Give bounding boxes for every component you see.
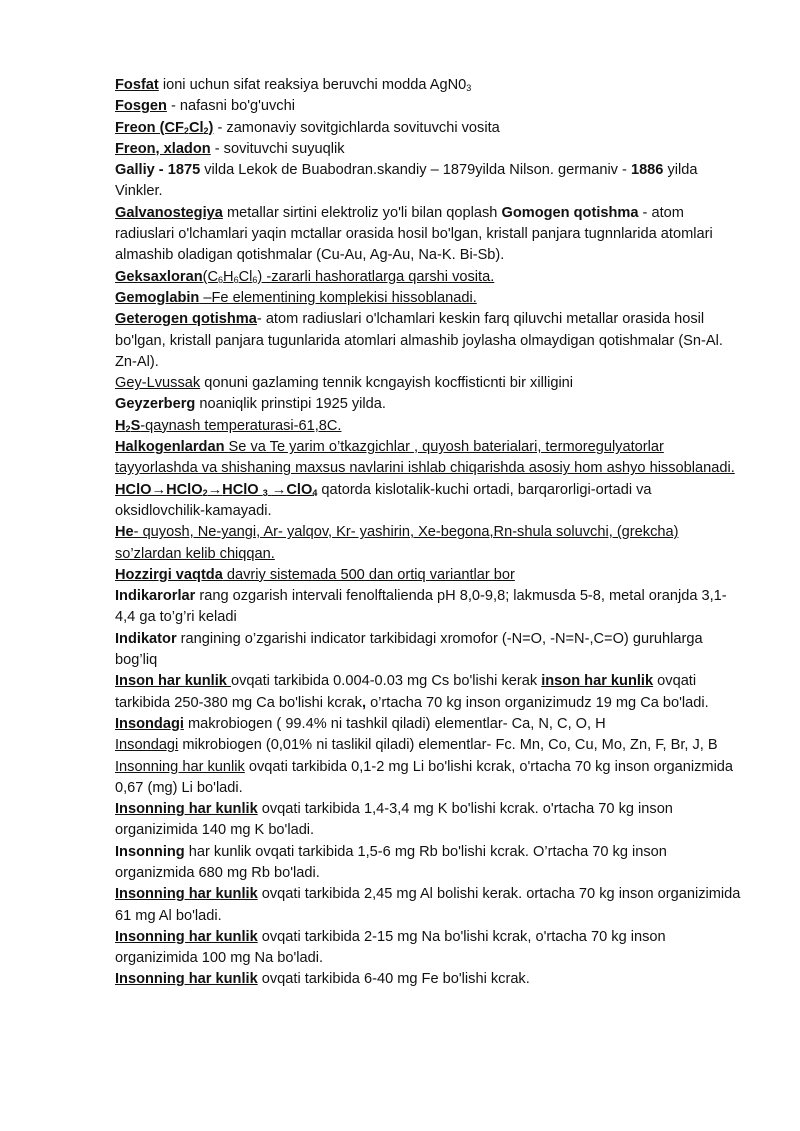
definition-text: - atom radiuslari o'lchamlari keskin farq qiluvchi metallar orasida hosil bo'lgan, kristall panjara tugunlarida atomlari almashib joylasha olmaydigan qotishmalar (Sn-Al. Zn-Al). xyxy=(115,311,723,370)
comma-bold: , xyxy=(361,694,367,711)
formula-part: Cl xyxy=(188,119,204,136)
term-halkogenlardan: Halkogenlardan xyxy=(115,439,225,456)
definition-text: noaniqlik prinstipi 1925 yilda. xyxy=(195,396,386,413)
term-indikarorlar: Indikarorlar xyxy=(115,588,196,605)
formula-part: HClO xyxy=(166,481,203,498)
arrow-right-icon: → xyxy=(151,481,167,498)
entry-geterogen xyxy=(115,309,745,373)
formula-part: HClO xyxy=(115,481,152,498)
definition-text: Se va Te yarim o’tkazgichlar , quyosh baterialari, termoregulyatorlar tayyorlashda va shishaning maxsus navlarini ishlab chiqarishda asosiy hom ashyo hissoblanadi. xyxy=(115,439,735,477)
formula-part: (C xyxy=(202,268,219,285)
subscript: 2 xyxy=(202,487,208,498)
definition-text: ovqati tarkibida 6-40 mg Fe bo'lishi kcrak. xyxy=(257,971,530,988)
entry-insondagi-makro xyxy=(115,714,745,735)
definition-text: ovqati tarkibida 1,4-3,4 mg K bo'lishi kcrak. o'rtacha 70 kg inson organizimida 140 mg K bo'ladi. xyxy=(115,801,673,839)
definition-text: ovqati tarkibida 250-380 mg Ca bo'lishi kcrak xyxy=(115,673,697,711)
term-h2s xyxy=(115,418,140,434)
entry-inson-fe xyxy=(115,969,745,990)
definition-text: –Fe elementining komplekisi hissoblanadi. xyxy=(199,289,477,306)
arrow-right-icon: → xyxy=(271,481,287,498)
entry-inson-k xyxy=(115,799,745,842)
definition-text: - nafasni bo'g'uvchi xyxy=(166,98,295,115)
definition-text: davriy sistemada 500 dan ortiq variantlar bor xyxy=(222,566,515,583)
entry-inson-rb xyxy=(115,842,745,885)
formula-part: Freon (CF xyxy=(115,119,184,136)
subscript: 2 xyxy=(125,423,131,434)
term-insonning-har-kunlik: Insonning har kunlik xyxy=(115,801,258,818)
term-insonning-har-kunlik: Insonning har kunlik xyxy=(115,886,258,903)
subscript: 6 xyxy=(252,274,258,285)
definition-text: ) -zararli hashoratlarga qarshi vosita. xyxy=(257,268,495,285)
entry-inson-na xyxy=(115,927,745,970)
subscript: 3 xyxy=(262,487,268,498)
term-freon-formula xyxy=(115,120,213,136)
term-galvanostegiya: Galvanostegiya xyxy=(115,204,223,221)
year-bold: 1886 xyxy=(630,162,664,179)
term-geksaxloran: Geksaxloran xyxy=(115,268,203,285)
term-insondagi: Insondagi xyxy=(115,715,184,732)
entry-freon-xladon xyxy=(115,139,745,160)
definition-text: rang ozgarish intervali fenolftalienda pH 8,0-9,8; lakmusda 5-8, metal oranjda 3,1-4,4 ga to’g’ri keladi xyxy=(115,588,727,626)
term-inson-har-kunlik-2: inson har kunlik xyxy=(541,673,654,690)
entry-fosgen xyxy=(115,96,745,117)
definition-text: - zamonaviy sovitgichlarda sovituvchi vosita xyxy=(213,119,500,136)
entry-geksaxloran xyxy=(115,267,745,288)
term-he: He xyxy=(115,524,134,541)
definition-text: - quyosh, Ne-yangi, Ar- yalqov, Kr- yashirin, Xe-begona,Rn-shula soluvchi, (grekcha) so’zlardan kelib chiqqan. xyxy=(115,524,679,562)
entry-galliy xyxy=(115,160,745,203)
term-insonning-har-kunlik: Insonning har kunlik xyxy=(115,758,245,775)
term-insonning-har-kunlik: Insonning har kunlik xyxy=(115,971,258,988)
formula-part: HClO xyxy=(222,481,263,498)
entry-geyzerberg xyxy=(115,394,745,415)
entry-hozzirgi xyxy=(115,565,745,586)
term-gomogen-qotishma: Gomogen qotishma xyxy=(501,204,639,221)
entry-halkogenlar xyxy=(115,437,745,480)
document-page xyxy=(115,75,745,991)
term-inson-har-kunlik: Inson har kunlik xyxy=(115,673,231,690)
entry-galvanostegiya xyxy=(115,203,745,267)
entry-hclo-series xyxy=(115,480,745,523)
entry-indikator xyxy=(115,629,745,672)
definition-text: ovqati tarkibida 2,45 mg Al bolishi kerak. ortacha 70 kg inson organizimida 61 mg Al bo'ladi. xyxy=(115,886,741,924)
subscript: 3 xyxy=(466,83,472,93)
term-hclo-series xyxy=(115,482,317,498)
definition-text: ovqati tarkibida 2-15 mg Na bo'lishi kcrak, o'rtacha 70 kg inson organizimida 100 mg Na bo'ladi. xyxy=(115,928,666,967)
definition-text: ovqati tarkibida 0,1-2 mg Li bo'lishi kcrak, o'rtacha 70 kg inson organizmida 0,67 (mg) Li bo'ladi. xyxy=(115,758,734,796)
subscript: 4 xyxy=(312,487,318,498)
entry-insondagi-mikro xyxy=(115,735,745,756)
definition-text: makrobiogen ( 99.4% ni tashkil qiladi) elementlar- Ca, N, C, O, H xyxy=(183,715,606,732)
term-galliy: Galliy - 1875 xyxy=(115,162,201,179)
term-hozzirgi-vaqtda: Hozzirgi vaqtda xyxy=(115,566,223,583)
definition-text: o’rtacha 70 kg inson organizimudz 19 mg Ca bo'ladi. xyxy=(366,694,709,711)
definition-text: vilda Lekok de Buabodran.skandiy – 1879yilda Nilson. germaniv - xyxy=(200,162,631,179)
term-gemoglabin: Gemoglabin xyxy=(115,289,200,306)
subscript: 2 xyxy=(203,125,209,136)
term-insonning: Insonning xyxy=(115,843,185,860)
definition-text: qonuni gazlaming tennik kcngayish kocffisticnti bir xilligini xyxy=(200,375,574,392)
term-fosfat: Fosfat xyxy=(115,77,159,93)
entry-he xyxy=(115,522,745,565)
formula-part: H xyxy=(115,417,126,434)
definition-text: - atom radiuslari o'lchamlari yaqin mctallar orasida hosil bo'lgan, kristall panjara tugnnlarida atomlari almashib oladigan qotishmalar (Cu-Au, Ag-Au, Na-K. Bi-Sb). xyxy=(115,204,713,264)
entry-gemoglabin xyxy=(115,288,745,309)
formula-part: Cl xyxy=(238,268,253,285)
definition-text: har kunlik ovqati tarkibida 1,5-6 mg Rb bo'lishi kcrak. O’rtacha 70 kg inson organizmida 680 mg Rb bo'ladi. xyxy=(115,843,667,881)
formula-part: ClO xyxy=(286,481,313,498)
arrow-right-icon: → xyxy=(207,481,223,498)
entry-gey-lvussak xyxy=(115,373,745,394)
entry-inson-li xyxy=(115,757,745,800)
definition-text: rangining o’zgarishi indicator tarkibidagi xromofor (-N=O, -N=N-,C=O) guruhlarga bog’liq xyxy=(115,630,703,669)
definition-text: ioni uchun sifat reaksiya beruvchi modda AgN0 xyxy=(158,77,467,93)
subscript: 2 xyxy=(183,125,189,136)
entry-fosfat xyxy=(115,75,745,96)
term-geterogen-qotishma: Geterogen qotishma xyxy=(115,311,257,328)
definition-text: qatorda kislotalik-kuchi ortadi, barqarorligi-ortadi va oksidlovchilik-kamayadi. xyxy=(115,481,652,519)
term-fosgen: Fosgen xyxy=(115,98,167,115)
entry-freon xyxy=(115,118,745,139)
formula-part: S xyxy=(130,417,141,434)
definition-text: ovqati tarkibida 0.004-0.03 mg Cs bo'lishi kerak xyxy=(230,673,542,690)
definition-text: -qaynash temperaturasi-61,8C. xyxy=(140,417,342,434)
entry-h2s xyxy=(115,416,745,437)
formula-part: ) xyxy=(208,119,214,136)
term-gey-lvussak: Gey-Lvussak xyxy=(115,375,201,392)
entry-inson-al xyxy=(115,884,745,927)
definition-text: - sovituvchi suyuqlik xyxy=(210,140,345,157)
entry-indikarorlar xyxy=(115,586,745,629)
term-geyzerberg: Geyzerberg xyxy=(115,396,196,413)
term-insondagi-mikro: Insondagi xyxy=(115,737,179,754)
entry-inson-cs-ca xyxy=(115,671,745,714)
term-indikator: Indikator xyxy=(115,630,177,647)
definition-text: yilda Vinkler. xyxy=(115,162,698,200)
formula-part: H xyxy=(223,268,234,285)
subscript: 6 xyxy=(233,274,239,285)
term-freon-xladon: Freon, xladon xyxy=(115,140,211,157)
term-insonning-har-kunlik: Insonning har kunlik xyxy=(115,928,258,945)
definition-text: metallar sirtini elektroliz yo'li bilan qoplash xyxy=(222,204,502,221)
subscript: 6 xyxy=(218,274,224,285)
definition-text: mikrobiogen (0,01% ni taslikil qiladi) elementlar- Fc. Mn, Co, Cu, Mo, Zn, F, Br, J, B xyxy=(178,737,718,754)
